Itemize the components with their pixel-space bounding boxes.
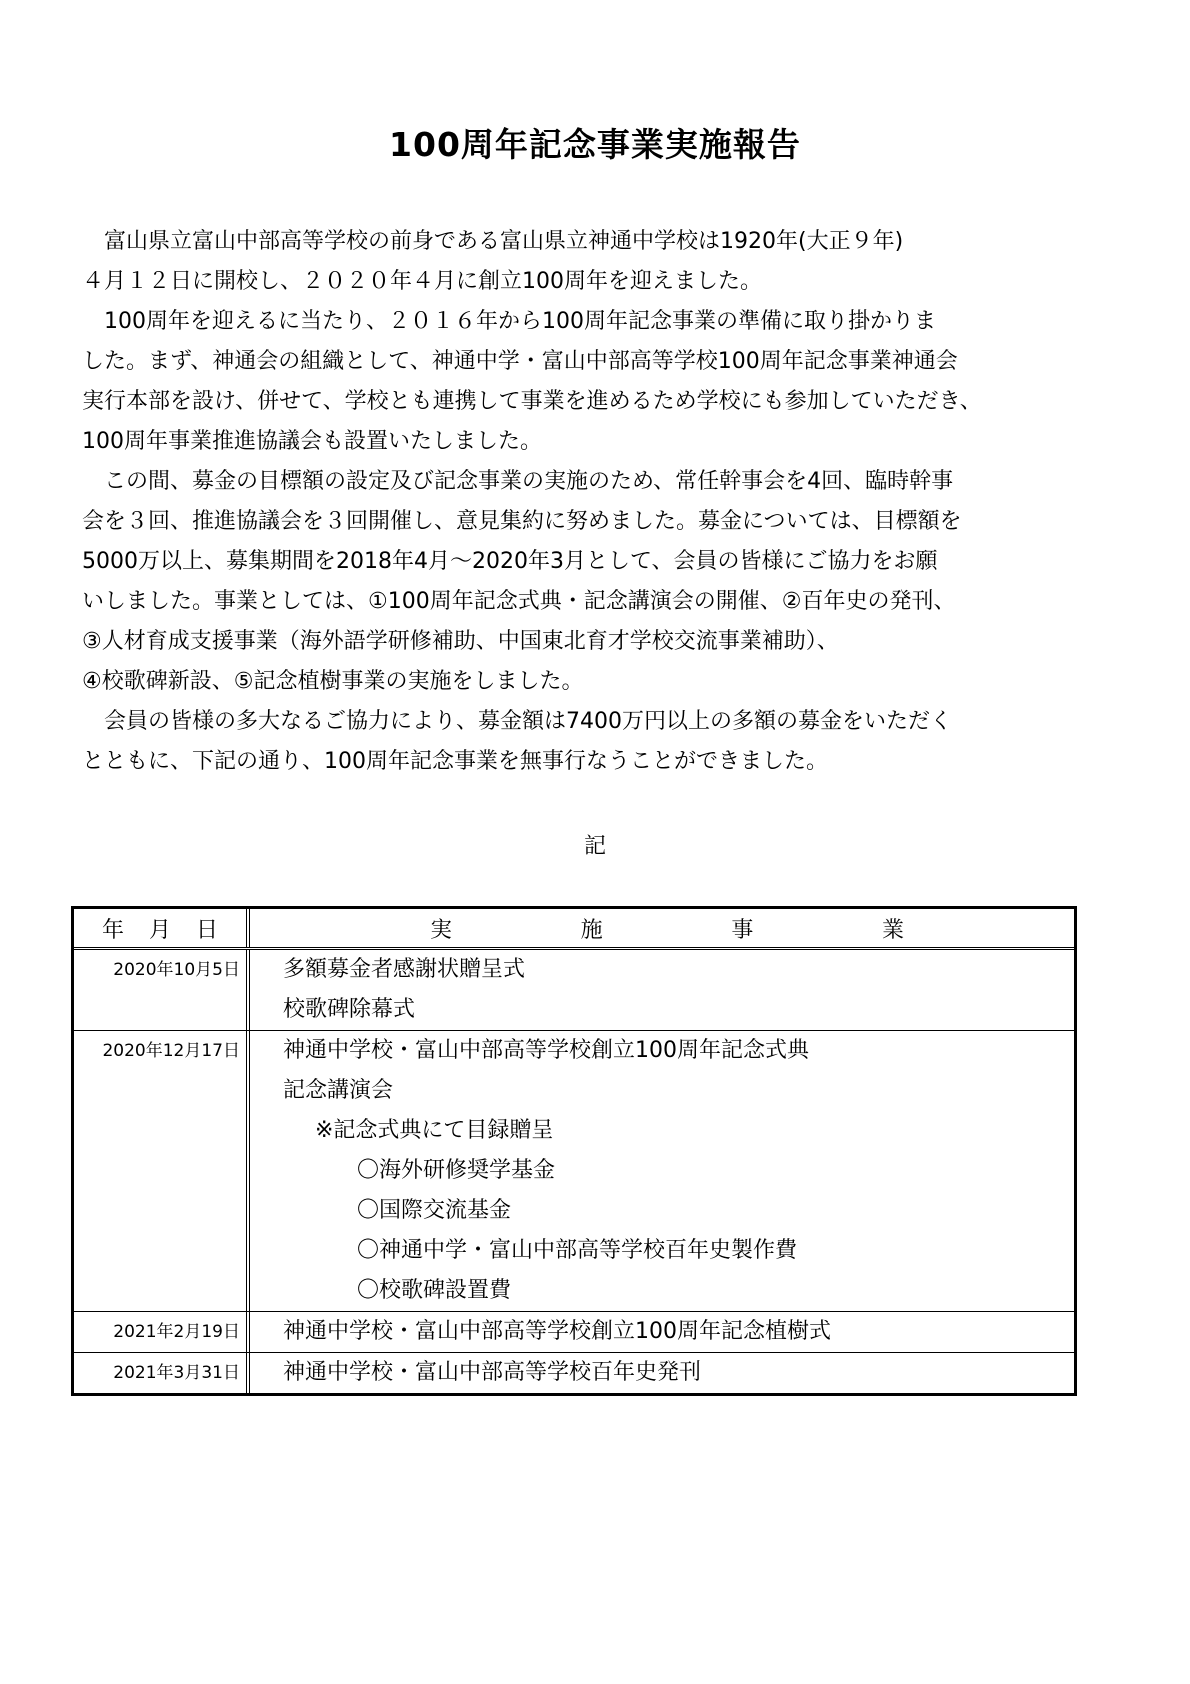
event-subitem: 〇海外研修奨学基金 <box>357 1158 556 1183</box>
table-header-row <box>74 909 1074 950</box>
event-item: 神通中学校・富山中部高等学校創立100周年記念式典 <box>283 1038 809 1063</box>
header-char: 業 <box>881 917 904 943</box>
row-date: 2020年12月17日 <box>74 1031 250 1311</box>
body-line: ４月１２日に開校し、２０２０年４月に創立100周年を迎えました。 <box>82 269 762 294</box>
event-item: 記念講演会 <box>283 1078 394 1103</box>
event-subitem: 〇神通中学・富山中部高等学校百年史製作費 <box>357 1238 798 1263</box>
body-line: 100周年を迎えるに当たり、２０１６年から100周年記念事業の準備に取り掛かりま <box>82 309 936 334</box>
row-events <box>250 950 1074 1030</box>
event-subitem: 〇国際交流基金 <box>357 1198 512 1223</box>
body-line: ④校歌碑新設、⑤記念植樹事業の実施をしました。 <box>82 669 584 694</box>
body-line: 実行本部を設け、併せて、学校とも連携して事業を進めるため学校にも参加していただき、 <box>82 389 982 414</box>
header-char: 月 <box>148 917 171 943</box>
header-char: 事 <box>731 917 754 943</box>
body-line: 5000万以上、募集期間を2018年4月～2020年3月として、会員の皆様にご協力をお願 <box>82 549 938 574</box>
event-schedule-table <box>71 906 1077 1396</box>
row-date: 2020年10月5日 <box>74 950 250 1030</box>
header-events <box>250 909 1074 947</box>
document-title: 100周年記念事業実施報告 <box>389 125 801 164</box>
event-subitem: 〇校歌碑設置費 <box>357 1278 512 1303</box>
body-line: いしました。事業としては、①100周年記念式典・記念講演会の開催、②百年史の発刊、 <box>82 589 956 614</box>
row-date: 2021年2月19日 <box>74 1312 250 1352</box>
body-line: 会員の皆様の多大なるご協力により、募金額は7400万円以上の多額の募金をいただく <box>82 709 952 734</box>
row-events <box>250 1312 1074 1352</box>
event-note: ※記念式典にて目録贈呈 <box>315 1118 554 1143</box>
table-row <box>74 1352 1074 1393</box>
row-date: 2021年3月31日 <box>74 1353 250 1393</box>
header-char: 年 <box>102 917 125 943</box>
header-char: 実 <box>430 917 453 943</box>
event-item: 多額募金者感謝状贈呈式 <box>283 957 526 982</box>
table-row <box>74 1311 1074 1352</box>
body-line: とともに、下記の通り、100周年記念事業を無事行なうことができました。 <box>82 749 828 774</box>
row-events <box>250 1031 1074 1311</box>
report-body <box>82 222 1092 782</box>
event-item: 神通中学校・富山中部高等学校創立100周年記念植樹式 <box>283 1319 831 1344</box>
event-item: 神通中学校・富山中部高等学校百年史発刊 <box>283 1360 702 1385</box>
header-date <box>74 909 250 947</box>
table-row <box>74 1030 1074 1311</box>
body-line: この間、募金の目標額の設定及び記念事業の実施のため、常任幹事会を4回、臨時幹事 <box>82 469 954 494</box>
body-line: ③人材育成支援事業（海外語学研修補助、中国東北育才学校交流事業補助）、 <box>82 629 839 654</box>
row-events <box>250 1353 1074 1393</box>
event-item: 校歌碑除幕式 <box>283 997 416 1022</box>
table-row <box>74 950 1074 1030</box>
header-char: 日 <box>195 917 218 943</box>
header-char: 施 <box>580 917 603 943</box>
body-line: した。まず、神通会の組織として、神通中学・富山中部高等学校100周年記念事業神通会 <box>82 349 958 374</box>
ki-heading: 記 <box>583 834 606 859</box>
body-line: 富山県立富山中部高等学校の前身である富山県立神通中学校は1920年(大正９年) <box>82 229 904 254</box>
body-line: 会を３回、推進協議会を３回開催し、意見集約に努めました。募金については、目標額を <box>82 509 962 534</box>
body-line: 100周年事業推進協議会も設置いたしました。 <box>82 429 542 454</box>
